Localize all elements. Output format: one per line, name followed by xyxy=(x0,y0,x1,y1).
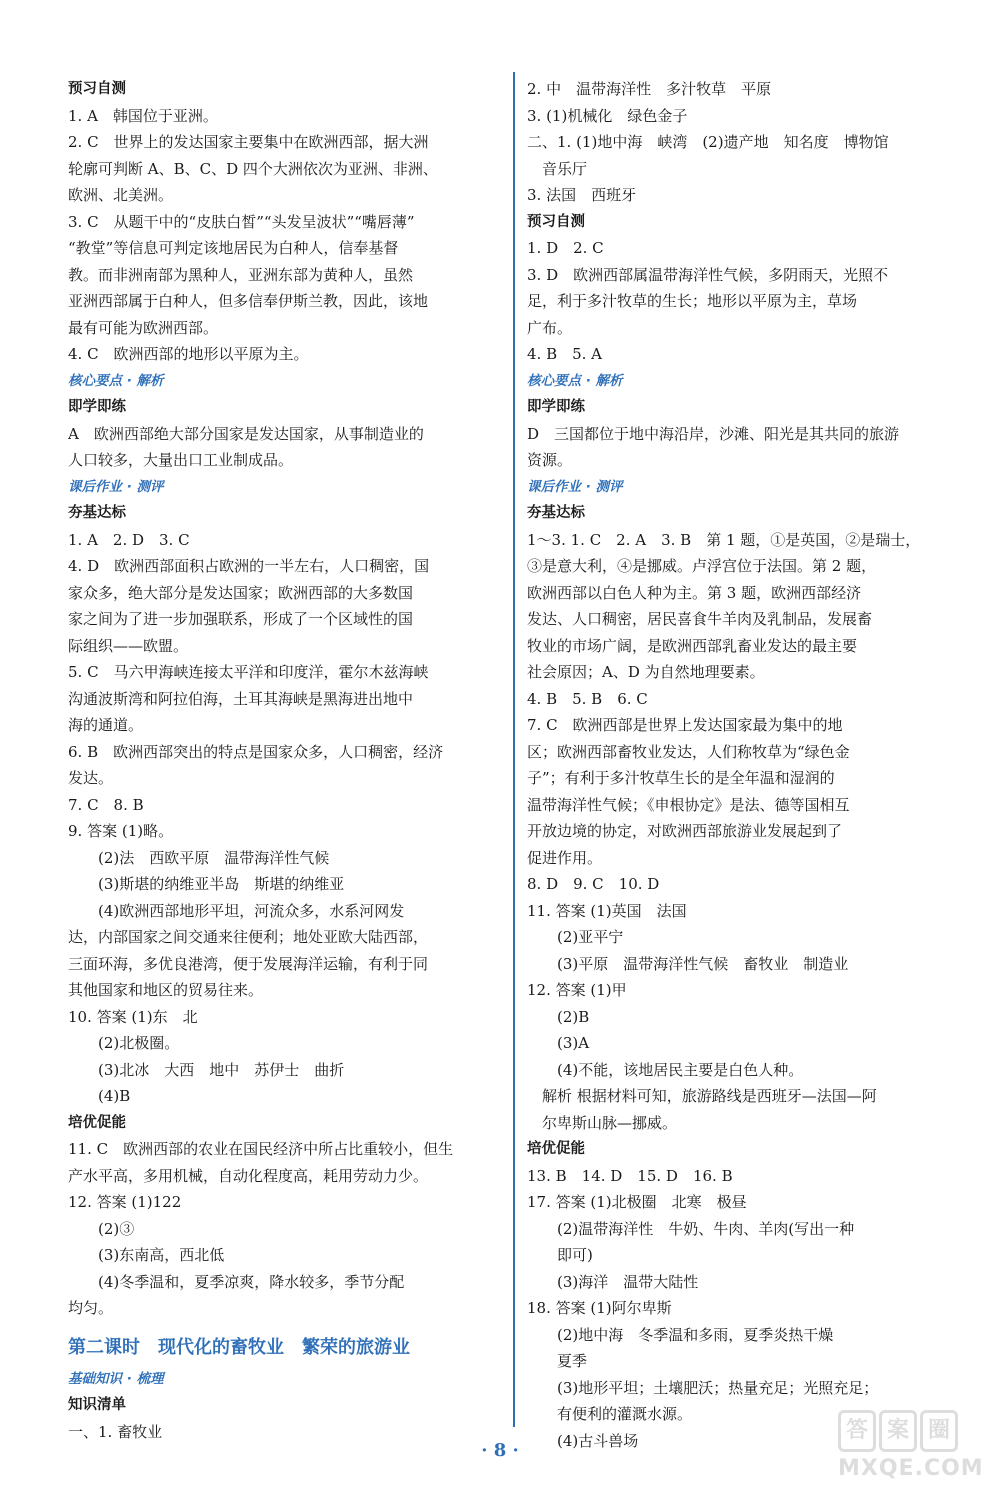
section-heading: 基础知识 · 梳理 xyxy=(68,1370,164,1387)
answer-line: (2)亚平宁 xyxy=(527,928,624,946)
answer-line: 欧洲、北美洲。 xyxy=(68,186,174,204)
answer-line: 3. C 从题干中的“皮肤白皙”“头发呈波状”“嘴唇薄” xyxy=(68,212,415,231)
answer-line: 开放边境的协定，对欧洲西部旅游业发展起到了 xyxy=(527,822,843,840)
answer-line: 8. D 9. C 10. D xyxy=(527,875,660,893)
subsection-heading: 知识清单 xyxy=(68,1397,126,1413)
answer-line: 17. 答案 (1)北极圈 北寒 极昼 xyxy=(527,1193,747,1211)
answer-line: (2)法 西欧平原 温带海洋性气候 xyxy=(68,848,330,867)
column-divider xyxy=(513,72,515,1427)
answer-line: 1. A 韩国位于亚洲。 xyxy=(68,106,218,125)
answer-line: 2. C 世界上的发达国家主要集中在欧洲西部，据大洲 xyxy=(68,133,429,151)
answer-line: (2)③ xyxy=(68,1219,135,1238)
answer-line: 12. 答案 (1)122 xyxy=(68,1193,182,1211)
watermark-mark xyxy=(838,1410,988,1452)
left-column xyxy=(68,76,498,1445)
answer-line: 广布。 xyxy=(527,318,573,337)
answer-line: 4. B 5. B 6. C xyxy=(527,689,648,708)
answer-line: 即可) xyxy=(527,1246,593,1264)
answer-line: 其他国家和地区的贸易往来。 xyxy=(68,981,264,999)
answer-line: (3)A xyxy=(527,1034,590,1052)
answer-line: 4. C 欧洲西部的地形以平原为主。 xyxy=(68,345,309,363)
answer-line: 区；欧洲西部畜牧业发达，人们称牧草为“绿色金 xyxy=(527,742,850,761)
answer-line: 发达、人口稠密，居民喜食牛羊肉及乳制品，发展畜 xyxy=(527,610,873,628)
answer-line: 教。而非洲南部为黑种人，亚洲东部为黄种人，虽然 xyxy=(68,265,414,284)
answer-line: (4)冬季温和，夏季凉爽，降水较多，季节分配 xyxy=(68,1272,405,1291)
answer-line: 促进作用。 xyxy=(527,848,603,867)
answer-line: A 欧洲西部绝大部分国家是发达国家，从事制造业的 xyxy=(68,424,424,443)
answer-line: 1～3. 1. C 2. A 3. B 第 1 题，①是英国，②是瑞士， xyxy=(527,530,921,549)
answer-line: ③是意大利，④是挪威。卢浮宫位于法国。第 2 题， xyxy=(527,557,877,575)
answer-line: 际组织——欧盟。 xyxy=(68,636,189,655)
answer-line: 三面环海，多优良港湾，便于发展海洋运输，有利于同 xyxy=(68,954,429,973)
answer-line: 3. 法国 西班牙 xyxy=(527,186,637,204)
answer-line: 均匀。 xyxy=(68,1299,114,1317)
answer-line: 2. 中 温带海洋性 多汁牧草 平原 xyxy=(527,80,772,98)
watermark-char: 答 xyxy=(838,1410,876,1452)
answer-line: 家众多，绝大部分是发达国家；欧洲西部的大多数国 xyxy=(68,583,414,602)
answer-line: 达，内部国家之间交通来往便利；地处亚欧大陆西部， xyxy=(68,928,429,946)
answer-line: 温带海洋性气候；《申根协定》是法、德等国相互 xyxy=(527,795,850,814)
section-heading: 课后作业 · 测评 xyxy=(68,478,164,495)
answer-line: 一、1. 畜牧业 xyxy=(68,1422,163,1441)
answer-line: 音乐厅 xyxy=(527,159,588,178)
answer-line: 夏季 xyxy=(527,1352,588,1370)
answer-line: D 三国都位于地中海沿岸，沙滩、阳光是其共同的旅游 xyxy=(527,424,900,443)
subsection-heading: 即学即练 xyxy=(527,399,585,415)
answer-line: 有便利的灌溉水源。 xyxy=(527,1405,693,1423)
answer-line: 1. D 2. C xyxy=(527,239,604,257)
subsection-heading: 预习自测 xyxy=(68,81,126,97)
section-heading: 课后作业 · 测评 xyxy=(527,478,623,495)
answer-line: 资源。 xyxy=(527,451,573,469)
answer-line: 子”；有利于多汁牧草生长的是全年温和湿润的 xyxy=(527,769,835,787)
answer-line: 解析 根据材料可知，旅游路线是西班牙—法国—阿 xyxy=(527,1087,877,1105)
answer-line: 发达。 xyxy=(68,769,114,787)
answer-line: 沟通波斯湾和阿拉伯海，土耳其海峡是黑海进出地中 xyxy=(68,689,414,708)
answer-line: (2)温带海洋性 牛奶、牛肉、羊肉(写出一种 xyxy=(527,1219,855,1238)
answer-line: 人口较多，大量出口工业制成品。 xyxy=(68,451,294,469)
answer-line: 7. C 8. B xyxy=(68,795,144,814)
answer-line: (2)北极圈。 xyxy=(68,1034,180,1052)
answer-line: 足，利于多汁牧草的生长；地形以平原为主，草场 xyxy=(527,292,858,310)
right-column xyxy=(527,76,952,1454)
answer-line: 6. B 欧洲西部突出的特点是国家众多，人口稠密，经济 xyxy=(68,742,444,761)
answer-line: 二、1. (1)地中海 峡湾 (2)遗产地 知名度 博物馆 xyxy=(527,133,889,151)
subsection-heading: 即学即练 xyxy=(68,399,126,415)
answer-line: 3. (1)机械化 绿色金子 xyxy=(527,106,688,125)
answer-line: (4)古斗兽场 xyxy=(527,1431,639,1450)
subsection-heading: 夯基达标 xyxy=(68,505,126,521)
answer-line: 尔卑斯山脉—挪威。 xyxy=(527,1113,678,1132)
answer-line: 产水平高，多用机械，自动化程度高，耗用劳动力少。 xyxy=(68,1166,429,1185)
answer-line: “教堂”等信息可判定该地居民为白种人，信奉基督 xyxy=(68,239,399,257)
answer-line: 9. 答案 (1)略。 xyxy=(68,822,174,840)
answer-line: 10. 答案 (1)东 北 xyxy=(68,1007,198,1026)
answer-line: (3)东南高，西北低 xyxy=(68,1246,225,1264)
section-heading: 核心要点 · 解析 xyxy=(68,372,164,389)
subsection-heading: 夯基达标 xyxy=(527,505,585,521)
answer-line: 亚洲西部属于白种人，但多信奉伊斯兰教，因此，该地 xyxy=(68,292,429,310)
answer-line: 7. C 欧洲西部是世界上发达国家最为集中的地 xyxy=(527,716,843,734)
subsection-heading: 培优促能 xyxy=(527,1141,585,1157)
answer-line: (4)欧洲西部地形平坦，河流众多，水系河网发 xyxy=(68,901,405,920)
page-number: · 8 · xyxy=(481,1440,519,1461)
answer-line: 11. C 欧洲西部的农业在国民经济中所占比重较小，但生 xyxy=(68,1140,454,1158)
subsection-heading: 预习自测 xyxy=(527,213,585,230)
answer-line: (3)斯堪的纳维亚半岛 斯堪的纳维亚 xyxy=(68,875,345,893)
answer-line: (4)不能，该地居民主要是白色人种。 xyxy=(527,1060,804,1079)
watermark-char: 圈 xyxy=(920,1410,958,1452)
answer-line: (3)地形平坦；土壤肥沃；热量充足；光照充足； xyxy=(527,1378,879,1397)
answer-line: 社会原因；A、D 为自然地理要素。 xyxy=(527,663,765,681)
watermark-logo xyxy=(838,1410,988,1495)
lesson-title: 第二课时 现代化的畜牧业 繁荣的旅游业 xyxy=(68,1336,410,1358)
answer-line: 欧洲西部以白色人种为主。第 3 题，欧洲西部经济 xyxy=(527,583,862,602)
answer-line: 3. D 欧洲西部属温带海洋性气候，多阴雨天，光照不 xyxy=(527,265,889,284)
section-heading: 核心要点 · 解析 xyxy=(527,372,623,389)
answer-line: 12. 答案 (1)甲 xyxy=(527,981,627,999)
answer-line: 11. 答案 (1)英国 法国 xyxy=(527,901,687,920)
answer-line: 最有可能为欧洲西部。 xyxy=(68,318,219,337)
answer-line: 4. D 欧洲西部面积占欧洲的一半左右，人口稠密，国 xyxy=(68,557,430,575)
watermark-char: 案 xyxy=(879,1410,917,1452)
answer-line: 5. C 马六甲海峡连接太平洋和印度洋，霍尔木兹海峡 xyxy=(68,663,429,681)
answer-line: (2)B xyxy=(527,1007,590,1026)
answer-line: (3)海洋 温带大陆性 xyxy=(527,1272,699,1291)
subsection-heading: 培优促能 xyxy=(68,1114,126,1131)
answer-line: 牧业的市场广阔，是欧洲西部乳畜业发达的最主要 xyxy=(527,636,858,655)
answer-line: 18. 答案 (1)阿尔卑斯 xyxy=(527,1299,672,1317)
answer-line: 1. A 2. D 3. C xyxy=(68,530,190,549)
answer-line: (3)平原 温带海洋性气候 畜牧业 制造业 xyxy=(527,954,849,973)
answer-line: (2)地中海 冬季温和多雨，夏季炎热干燥 xyxy=(527,1325,834,1344)
answer-line: 13. B 14. D 15. D 16. B xyxy=(527,1166,733,1185)
answer-line: 海的通道。 xyxy=(68,716,144,734)
answer-line: (3)北冰 大西 地中 苏伊士 曲折 xyxy=(68,1060,345,1079)
answer-line: 家之间为了进一步加强联系，形成了一个区域性的国 xyxy=(68,610,414,628)
answer-line: 轮廓可判断 A、B、C、D 四个大洲依次为亚洲、非洲、 xyxy=(68,159,438,178)
answer-line: (4)B xyxy=(68,1087,131,1105)
answer-line: 4. B 5. A xyxy=(527,345,603,363)
watermark-url: MXQE.COM xyxy=(838,1456,984,1481)
